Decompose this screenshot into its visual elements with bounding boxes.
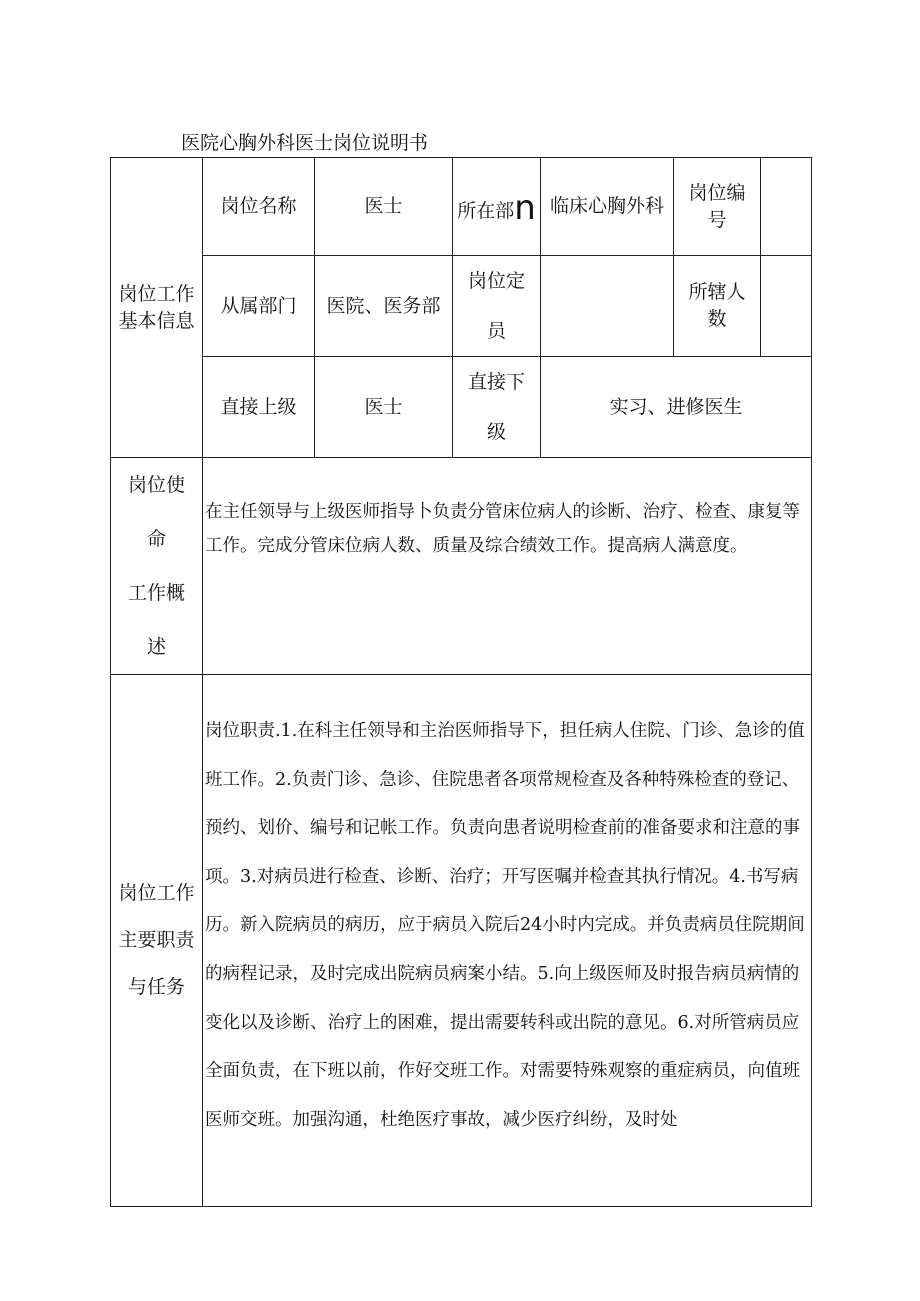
affiliation-label: 从属部门 [220,294,297,317]
basic-info-section-label [111,158,203,458]
direct-sub-label-cell [453,357,541,458]
post-number-value-cell [761,158,812,256]
department-label-cell [453,158,541,256]
post-number-label-cell [674,158,761,256]
affiliation-value: 医院、医务部 [326,294,441,317]
mission-label-cell [111,458,203,675]
quota-label-line1: 岗位定 [467,270,525,292]
basic-info-row-1 [111,158,812,256]
basic-info-row-3 [111,357,812,458]
post-name-value-cell [315,158,453,256]
superior-value-cell [315,357,453,458]
job-description-table [110,157,812,1207]
post-name-label: 岗位名称 [220,195,297,218]
mission-text-cell [203,458,812,675]
duties-label-line3: 与任务 [127,976,185,998]
mission-label-line4: 述 [146,636,166,658]
department-label-glyph: n [514,187,536,228]
mission-text: 在主任领导与上级医师指导卜负责分管床位病人的诊断、治疗、检查、康复等工作。完成分管床位病人数、质量及综合绩效工作。提高病人满意度。 [205,502,800,556]
affiliation-label-cell [203,256,315,357]
post-number-label-line1: 岗位编 [688,181,746,204]
post-name-value: 医士 [364,195,403,218]
department-label: 所在部 [457,199,515,222]
duties-row [111,675,812,1207]
mission-label-line1: 岗位使 [127,474,185,496]
subordinates-label-cell [674,256,761,357]
duties-text: 岗位职责.1.在科主任领导和主治医师指导下，担任病人住院、门诊、急诊的值班工作。2.负责门诊、急诊、住院患者各项常规检查及各种特殊检查的登记、预约、划价、编号和记帐工作。负责向患者说明检查前的准备要求和注意的事项。3.对病员进行检查、诊断、治疗；开写医嘱并检查其执行情况。4.书写病历。新入院病员的病历，应于病员入院后24小时内完成。并负责病员住院期间的病程记录，及时完成出院病员病案小结。5.向上级医师及时报告病员病情的变化以及诊断、治疗上的困难，提出需要转科或出院的意见。6.对所管病员应全面负责，在下班以前，作好交班工作。对需要特殊观察的重症病员，向值班医师交班。加强沟通，杜绝医疗事故，减少医疗纠纷，及时处 [205,721,805,1130]
affiliation-value-cell [315,256,453,357]
document-title: 医院心胸外科医士岗位说明书 [181,132,429,154]
department-value: 临床心胸外科 [549,195,664,218]
superior-label-cell [203,357,315,458]
subordinates-value-cell [761,256,812,357]
subordinates-label-line1: 所辖人 [688,281,746,304]
superior-value: 医士 [364,395,403,418]
direct-sub-value: 实习、进修医生 [609,395,743,418]
mission-row [111,458,812,675]
post-name-label-cell [203,158,315,256]
direct-sub-label-line2: 级 [486,421,506,443]
mission-label-line3: 工作概 [127,582,185,604]
duties-label-line1: 岗位工作 [118,882,195,904]
subordinates-label-line2: 数 [707,308,727,330]
basic-info-row-2 [111,256,812,357]
superior-label: 直接上级 [220,395,297,418]
mission-label-line2: 命 [146,528,166,550]
direct-sub-label-line1: 直接下 [467,371,525,393]
duties-text-cell [203,675,812,1207]
department-value-cell [541,158,674,256]
basic-info-label-line2: 基本信息 [118,309,195,332]
direct-sub-value-cell [541,357,812,458]
duties-label-cell [111,675,203,1207]
quota-label-line2: 员 [486,320,506,342]
basic-info-label-line1: 岗位工作 [118,282,195,305]
duties-label-line2: 主要职责 [118,929,195,951]
post-number-label-line2: 号 [707,208,727,231]
quota-label-cell [453,256,541,357]
quota-value-cell [541,256,674,357]
